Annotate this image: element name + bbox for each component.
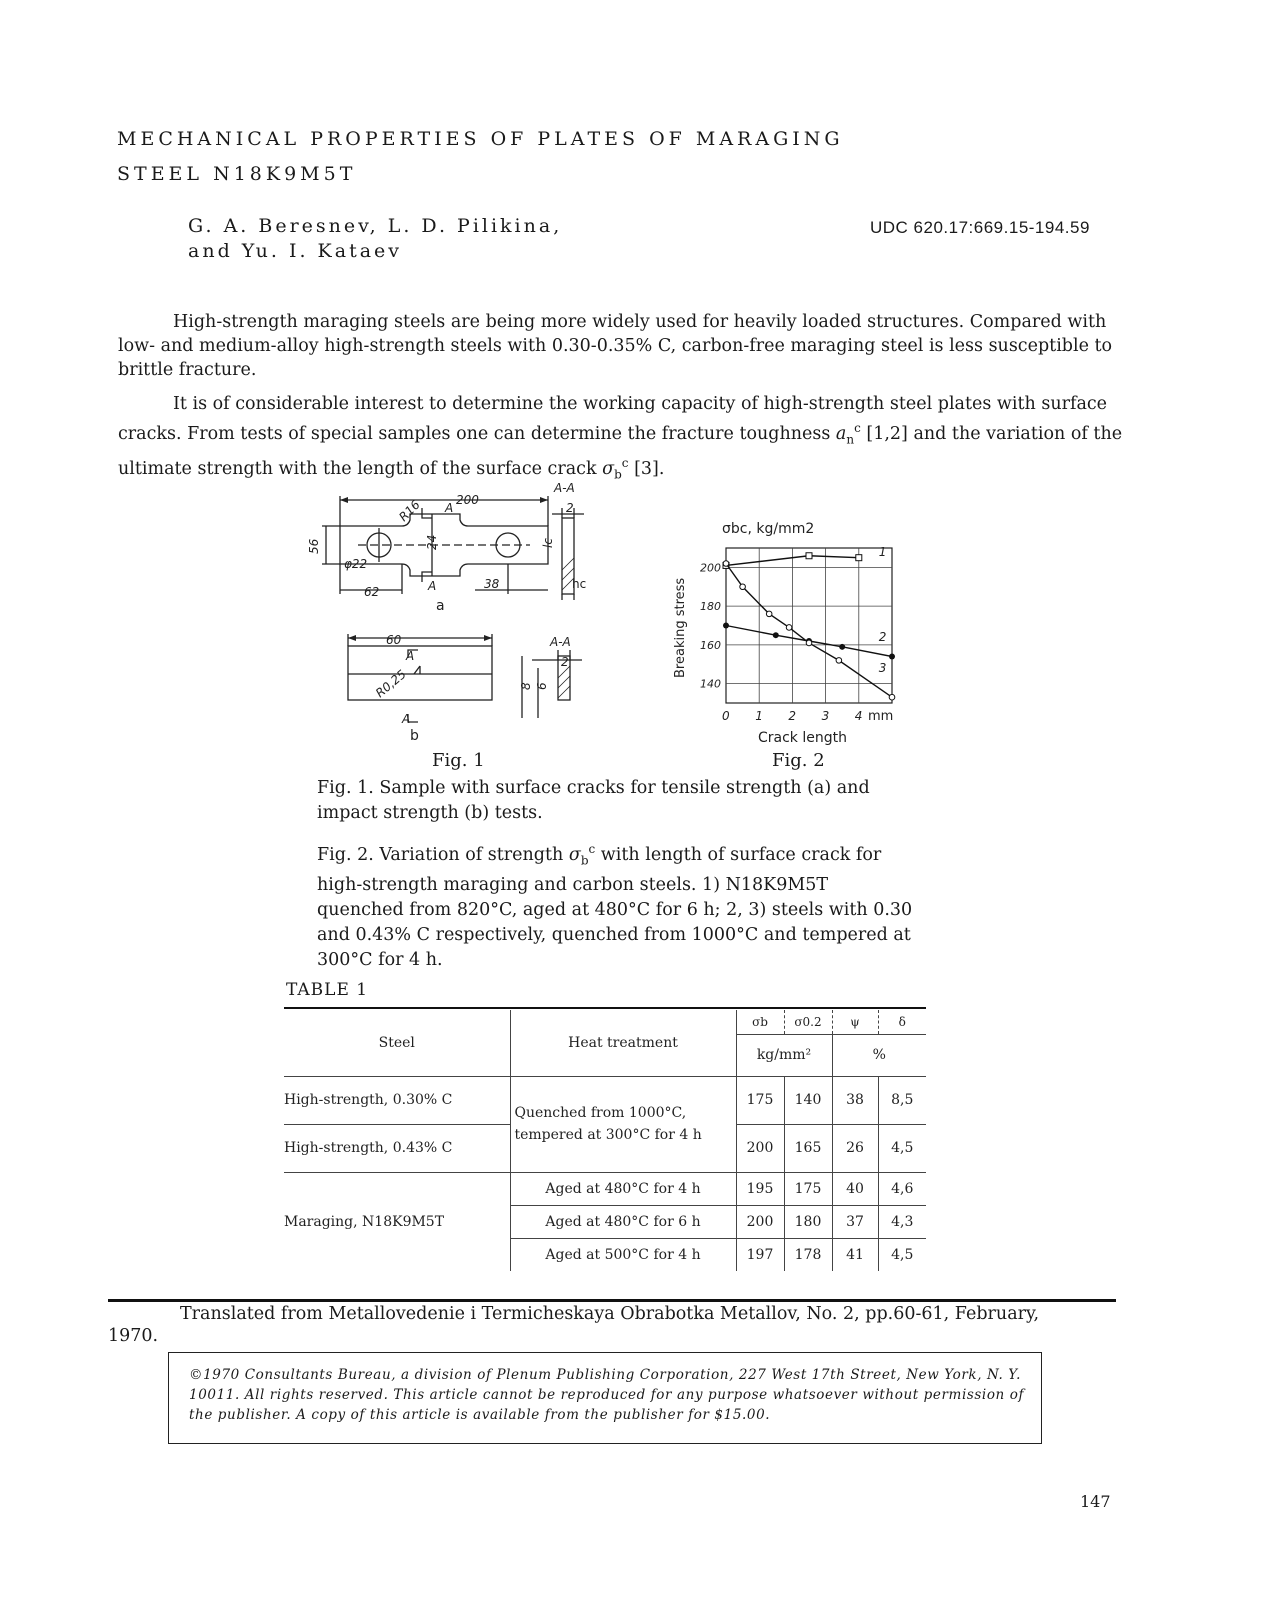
- para2-part-c: [3].: [628, 459, 665, 480]
- cell-steel: High-strength, 0.30% C: [284, 1076, 510, 1124]
- series-3-point: [889, 694, 895, 700]
- fig1-caption: [317, 776, 917, 826]
- y-tick-label: 140: [700, 677, 721, 691]
- dim-200: 200: [456, 493, 479, 507]
- cell-carbon-treatment: Quenched from 1000°C, tempered at 300°C for 4 h: [510, 1076, 736, 1172]
- fig2-caption-sym: σ: [568, 844, 581, 865]
- fig2-chart: [660, 508, 920, 758]
- fig2-caption-sub: b: [580, 853, 589, 868]
- cell-psi: 40: [832, 1172, 878, 1205]
- series-3-point: [766, 611, 772, 617]
- series-1-point: [806, 553, 812, 559]
- cell-delta: 4,3: [891, 1213, 914, 1230]
- series-2-point: [839, 644, 845, 650]
- table-header-row-1: [284, 1010, 926, 1034]
- x-tick-label: 0: [722, 709, 730, 723]
- series-label-3: 3: [878, 661, 887, 675]
- cut-label-a-top: A: [445, 501, 454, 515]
- paragraph-2: [118, 392, 1138, 487]
- cell-sigma-02: 140: [784, 1076, 832, 1124]
- series-1-point: [856, 555, 862, 561]
- cell-sigma-02: 178: [784, 1238, 832, 1271]
- paragraph-1: [118, 310, 1138, 382]
- series-3-point: [723, 561, 729, 567]
- section-label-b: A-A: [550, 635, 571, 649]
- symbol-sigma-sup: c: [621, 456, 629, 471]
- dim-38: 38: [484, 577, 500, 591]
- cell-psi: 26: [832, 1124, 878, 1172]
- cell-heat: Aged at 480°C for 4 h: [510, 1172, 736, 1205]
- fig2-label: Fig. 2: [772, 750, 825, 771]
- chart-xlabel: Crack length: [758, 730, 847, 746]
- fig1-sub-a: a: [436, 598, 445, 614]
- authors-line-1: G. A. Beresnev, L. D. Pilikina,: [188, 215, 563, 237]
- fig1-caption-head: Fig. 1.: [317, 778, 374, 798]
- cell-delta: 4,5: [891, 1246, 914, 1263]
- x-tick-label: 3: [821, 709, 830, 723]
- authors-line-2: and Yu. I. Kataev: [188, 240, 403, 262]
- y-tick-label: 160: [700, 638, 721, 652]
- cell-heat: Aged at 480°C for 6 h: [510, 1205, 736, 1238]
- y-tick-label: 200: [700, 561, 721, 575]
- series-2-point: [723, 623, 729, 629]
- series-label-2: 2: [878, 630, 887, 644]
- translated-from: Translated from Metallovedenie i Termicheskaya Obrabotka Metallov, No. 2, pp.60-61, February,: [180, 1304, 1040, 1324]
- series-3-point: [786, 625, 792, 631]
- th-unit-kgmm2: kg/mm²: [736, 1034, 832, 1076]
- cell-steel: High-strength, 0.43% C: [284, 1124, 510, 1172]
- dim-2a: 2: [566, 501, 574, 515]
- cell-psi: 37: [832, 1205, 878, 1238]
- cut-label-a-bottom: A: [428, 579, 437, 593]
- section-label-a: A-A: [554, 481, 575, 495]
- chart-series: [723, 545, 895, 700]
- cell-sigma-b: 200: [736, 1205, 784, 1238]
- symbol-sigma: σ: [602, 459, 615, 480]
- cell-delta: 4,6: [891, 1180, 914, 1197]
- cell-sigma-b: 195: [736, 1172, 784, 1205]
- symbol-a-sup: c: [854, 421, 861, 435]
- para2-part-b: [1,2] and the variation of the ultimate strength with the length of the surface crack: [118, 423, 1123, 480]
- series-3-point: [836, 658, 842, 664]
- fig2-caption-head: Fig. 2.: [317, 844, 374, 865]
- fig2-caption-sup: c: [588, 842, 596, 856]
- cell-psi: 38: [832, 1076, 878, 1124]
- copyright-box: ©1970 Consultants Bureau, a division of Plenum Publishing Corporation, 227 West 17th Street, New York, N. Y. 10011. All rights reserved. This article cannot be reproduced for any purpose whatsoever without permission of the publisher. A copy of this article is available from the publisher for $15.00.: [168, 1352, 1042, 1444]
- series-3-point: [740, 584, 746, 590]
- chart-x-unit: mm: [868, 709, 894, 724]
- dim-8: 8: [519, 682, 533, 690]
- x-tick-label: 2: [788, 709, 797, 723]
- fig2-caption-a: Variation of strength: [379, 844, 569, 865]
- th-unit-percent: %: [832, 1034, 926, 1076]
- th-heat-treatment: Heat treatment: [510, 1010, 736, 1076]
- cell-heat: Aged at 500°C for 4 h: [510, 1238, 736, 1271]
- dim-r025: R0,25: [372, 667, 409, 701]
- table-row: [284, 1076, 926, 1124]
- cell-sigma-b: 197: [736, 1238, 784, 1271]
- table-top-rule: [284, 1007, 926, 1009]
- cell-delta: 8,5: [891, 1092, 914, 1108]
- para2-part-a: It is of considerable interest to determine the working capacity of high-strength steel plates with surface cracks. From tests of special samples one can determine the fracture toughness: [118, 394, 1108, 444]
- cut-label-b-top: A: [406, 649, 415, 663]
- cell-sigma-02: 180: [784, 1205, 832, 1238]
- symbol-a: a: [835, 423, 847, 444]
- cut-label-b-bottom: A: [402, 712, 411, 726]
- th-psi: ψ: [832, 1010, 878, 1034]
- table1-label: TABLE 1: [286, 980, 369, 1000]
- dim-56: 56: [307, 538, 321, 554]
- th-steel: Steel: [284, 1010, 510, 1076]
- authors: [188, 214, 562, 264]
- fig2-caption: [317, 837, 917, 973]
- fig2-caption-b: with length of surface crack for high-strength maraging and carbon steels. 1) N18K9M5T quenched from 820°C, aged at 480°C for 6 h; 2, 3) steels with 0.30 and 0.43% C respectively, quenched from 1000°C and tempered at 300°C for 4 h.: [317, 844, 913, 971]
- symbol-a-sub: n: [846, 432, 855, 447]
- paragraph-1-text: High-strength maraging steels are being more widely used for heavily loaded structures. Compared with low- and medium-alloy high-strength steels with 0.30-0.35% C, carbon-free maraging steel is less susceptible to brittle fracture.: [118, 312, 1113, 380]
- x-tick-label: 1: [755, 709, 763, 723]
- cell-maraging-steel: Maraging, N18K9M5T: [284, 1172, 510, 1271]
- dim-hc: hc: [572, 577, 587, 591]
- th-delta: δ: [898, 1014, 906, 1029]
- series-label-1: 1: [878, 544, 887, 559]
- table-row: [284, 1172, 926, 1205]
- dim-phi22: φ22: [344, 557, 368, 571]
- dim-lc: lc: [541, 538, 555, 548]
- cell-sigma-b: 200: [736, 1124, 784, 1172]
- x-tick-label: 4: [854, 709, 863, 723]
- article-title-line-1: MECHANICAL PROPERTIES OF PLATES OF MARAGING: [117, 128, 844, 150]
- fig1-sub-b: b: [410, 728, 419, 744]
- footer-rule: [108, 1299, 1116, 1302]
- fig1-drawing: [300, 478, 620, 778]
- cell-psi: 41: [832, 1238, 878, 1271]
- y-tick-label: 180: [700, 600, 721, 614]
- dim-24: 24: [425, 534, 439, 550]
- th-sigma-b: σb: [736, 1010, 784, 1034]
- cell-sigma-b: 175: [736, 1076, 784, 1124]
- fig1-label: Fig. 1: [432, 750, 485, 771]
- series-3-point: [806, 640, 812, 646]
- cell-sigma-02: 165: [784, 1124, 832, 1172]
- article-title-line-2: STEEL N18K9M5T: [117, 163, 357, 185]
- symbol-sigma-sub: b: [614, 467, 622, 482]
- series-2-point: [889, 654, 895, 660]
- udc-code: UDC 620.17:669.15-194.59: [870, 218, 1090, 237]
- cell-sigma-02: 175: [784, 1172, 832, 1205]
- chart-unit-label: σbc, kg/mm2: [722, 521, 815, 537]
- dim-60: 60: [386, 633, 402, 647]
- page-number: 147: [1080, 1492, 1111, 1511]
- dim-2b: 2: [561, 655, 569, 669]
- translated-year: 1970.: [108, 1326, 159, 1346]
- chart-ylabel: Breaking stress: [673, 577, 688, 678]
- dim-62: 62: [364, 585, 380, 599]
- chart-ticks: [700, 561, 862, 723]
- dim-6: 6: [535, 682, 549, 690]
- th-sigma-02: σ0.2: [784, 1010, 832, 1034]
- series-2-point: [773, 632, 779, 638]
- dim-r16: R16: [396, 497, 423, 525]
- table1: [284, 1010, 926, 1271]
- cell-delta: 4,5: [891, 1140, 914, 1156]
- fig1-caption-text: Sample with surface cracks for tensile strength (a) and impact strength (b) tests.: [317, 778, 870, 823]
